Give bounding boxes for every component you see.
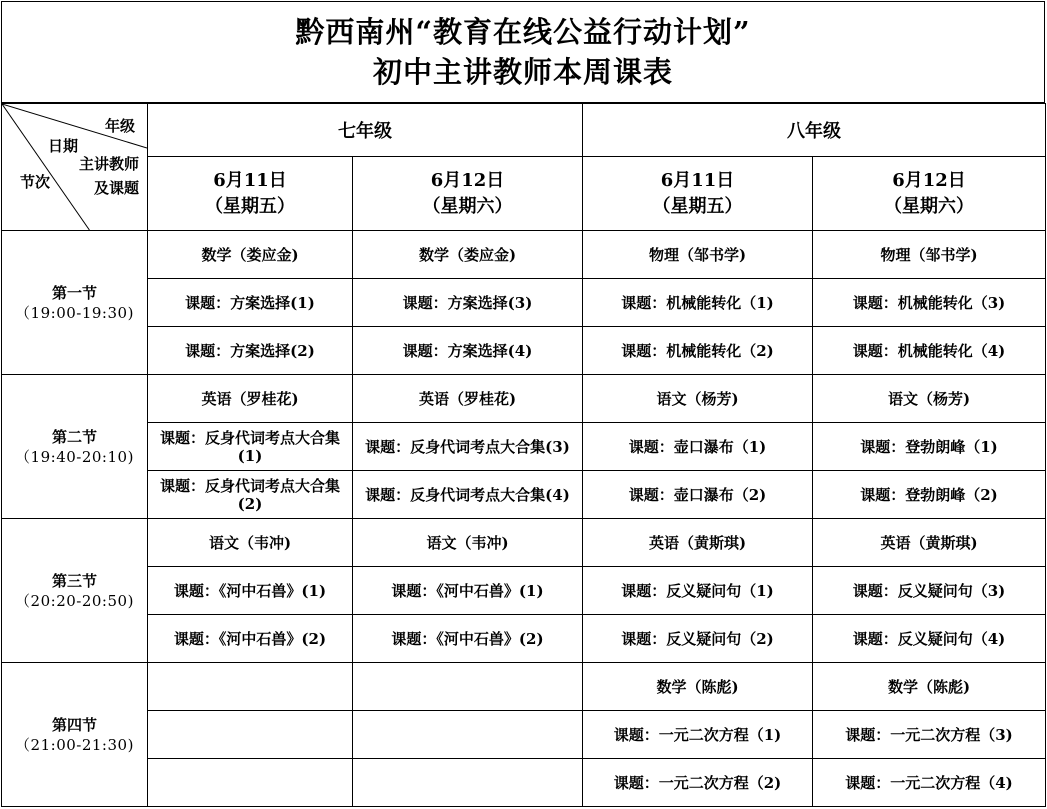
subject-teacher-cell xyxy=(353,663,583,711)
title-line-1: 黔西南州“教育在线公益行动计划” xyxy=(295,15,751,49)
title-line-2: 初中主讲教师本周课表 xyxy=(372,55,673,89)
subject-teacher-cell: 语文（韦冲) xyxy=(353,519,583,567)
date-header xyxy=(353,157,583,231)
lesson-topic-cell: 课题：反身代词考点大合集(2) xyxy=(148,471,353,519)
lesson-topic-cell: 课题：方案选择(2) xyxy=(148,327,353,375)
lesson-topic-cell: 课题：一元二次方程（1) xyxy=(583,711,813,759)
subject-teacher-cell: 语文（杨芳) xyxy=(813,375,1046,423)
lesson-topic-cell: 课题：机械能转化（2) xyxy=(583,327,813,375)
schedule-table xyxy=(1,103,1046,807)
table-row xyxy=(2,519,1046,567)
subject-teacher-cell: 英语（黄斯琪) xyxy=(583,519,813,567)
subject-teacher-cell: 语文（杨芳) xyxy=(583,375,813,423)
subject-teacher-cell: 数学（娄应金) xyxy=(353,231,583,279)
grade-header-7: 七年级 xyxy=(148,104,583,157)
subject-teacher-cell: 数学（陈彪) xyxy=(813,663,1046,711)
lesson-topic-cell: 课题：方案选择(3) xyxy=(353,279,583,327)
date-label: 6月11日 xyxy=(213,169,287,191)
lesson-topic-cell: 课题：一元二次方程（2) xyxy=(583,759,813,807)
table-row xyxy=(2,327,1046,375)
table-row xyxy=(2,615,1046,663)
table-row xyxy=(2,759,1046,807)
lesson-topic-cell: 课题：反身代词考点大合集(1) xyxy=(148,423,353,471)
subject-teacher-cell: 英语（黄斯琪) xyxy=(813,519,1046,567)
date-header xyxy=(583,157,813,231)
corner-period-label: 节次 xyxy=(20,173,51,191)
subject-teacher-cell: 英语（罗桂花) xyxy=(353,375,583,423)
lesson-topic-cell: 课题：壶口瀑布（2) xyxy=(583,471,813,519)
table-row xyxy=(2,375,1046,423)
period-cell xyxy=(2,375,148,519)
lesson-topic-cell: 课题：机械能转化（4) xyxy=(813,327,1046,375)
table-row xyxy=(2,663,1046,711)
lesson-topic-cell: 课题：一元二次方程（3) xyxy=(813,711,1046,759)
corner-teacher-label-2: 及课题 xyxy=(93,179,139,197)
lesson-topic-cell: 课题：反义疑问句（2) xyxy=(583,615,813,663)
title-block xyxy=(1,1,1045,103)
period-time: （19:40-20:10) xyxy=(15,447,134,466)
lesson-topic-cell: 课题：方案选择(1) xyxy=(148,279,353,327)
table-row xyxy=(2,471,1046,519)
period-cell xyxy=(2,231,148,375)
period-name: 第三节 xyxy=(51,571,97,590)
lesson-topic-cell xyxy=(353,759,583,807)
corner-header-cell xyxy=(2,104,148,231)
lesson-topic-cell xyxy=(148,759,353,807)
corner-teacher-label-1: 主讲教师 xyxy=(78,155,139,173)
subject-teacher-cell: 数学（娄应金) xyxy=(148,231,353,279)
lesson-topic-cell: 课题：反义疑问句（1) xyxy=(583,567,813,615)
table-row xyxy=(2,423,1046,471)
subject-teacher-cell: 物理（邹书学) xyxy=(583,231,813,279)
date-header xyxy=(813,157,1046,231)
subject-teacher-cell: 物理（邹书学) xyxy=(813,231,1046,279)
period-name: 第四节 xyxy=(51,715,97,734)
lesson-topic-cell: 课题：机械能转化（3) xyxy=(813,279,1046,327)
date-header xyxy=(148,157,353,231)
weekday-label: （星期五） xyxy=(205,195,295,217)
lesson-topic-cell: 课题：壶口瀑布（1) xyxy=(583,423,813,471)
period-time: （20:20-20:50) xyxy=(15,591,134,610)
date-label: 6月11日 xyxy=(660,169,735,191)
lesson-topic-cell: 课题：反身代词考点大合集(3) xyxy=(353,423,583,471)
lesson-topic-cell: 课题：反身代词考点大合集(4) xyxy=(353,471,583,519)
period-cell xyxy=(2,663,148,807)
period-cell xyxy=(2,519,148,663)
lesson-topic-cell: 课题：《河中石兽》(2) xyxy=(148,615,353,663)
lesson-topic-cell: 课题：方案选择(4) xyxy=(353,327,583,375)
lesson-topic-cell: 课题：反义疑问句（3) xyxy=(813,567,1046,615)
grade-header-8: 八年级 xyxy=(583,104,1046,157)
period-name: 第一节 xyxy=(51,283,97,302)
table-row xyxy=(2,279,1046,327)
period-time: （19:00-19:30) xyxy=(15,303,134,322)
lesson-topic-cell: 课题：《河中石兽》(1) xyxy=(353,567,583,615)
weekday-label: （星期六） xyxy=(884,195,974,217)
subject-teacher-cell: 数学（陈彪) xyxy=(583,663,813,711)
lesson-topic-cell xyxy=(353,711,583,759)
lesson-topic-cell: 课题：登勃朗峰（1) xyxy=(813,423,1046,471)
corner-grade-label: 年级 xyxy=(104,117,135,135)
weekday-label: （星期五） xyxy=(652,195,743,217)
subject-teacher-cell: 语文（韦冲) xyxy=(148,519,353,567)
lesson-topic-cell: 课题：登勃朗峰（2) xyxy=(813,471,1046,519)
date-label: 6月12日 xyxy=(892,169,966,191)
date-label: 6月12日 xyxy=(430,169,505,191)
table-row xyxy=(2,711,1046,759)
subject-teacher-cell xyxy=(148,663,353,711)
table-row xyxy=(2,231,1046,279)
lesson-topic-cell: 课题：《河中石兽》(2) xyxy=(353,615,583,663)
corner-date-label: 日期 xyxy=(48,137,79,155)
lesson-topic-cell xyxy=(148,711,353,759)
lesson-topic-cell: 课题：《河中石兽》(1) xyxy=(148,567,353,615)
table-row xyxy=(2,567,1046,615)
subject-teacher-cell: 英语（罗桂花) xyxy=(148,375,353,423)
lesson-topic-cell: 课题：机械能转化（1) xyxy=(583,279,813,327)
lesson-topic-cell: 课题：一元二次方程（4) xyxy=(813,759,1046,807)
period-name: 第二节 xyxy=(51,427,97,446)
weekday-label: （星期六） xyxy=(422,195,513,217)
lesson-topic-cell: 课题：反义疑问句（4) xyxy=(813,615,1046,663)
period-time: （21:00-21:30) xyxy=(15,735,134,754)
